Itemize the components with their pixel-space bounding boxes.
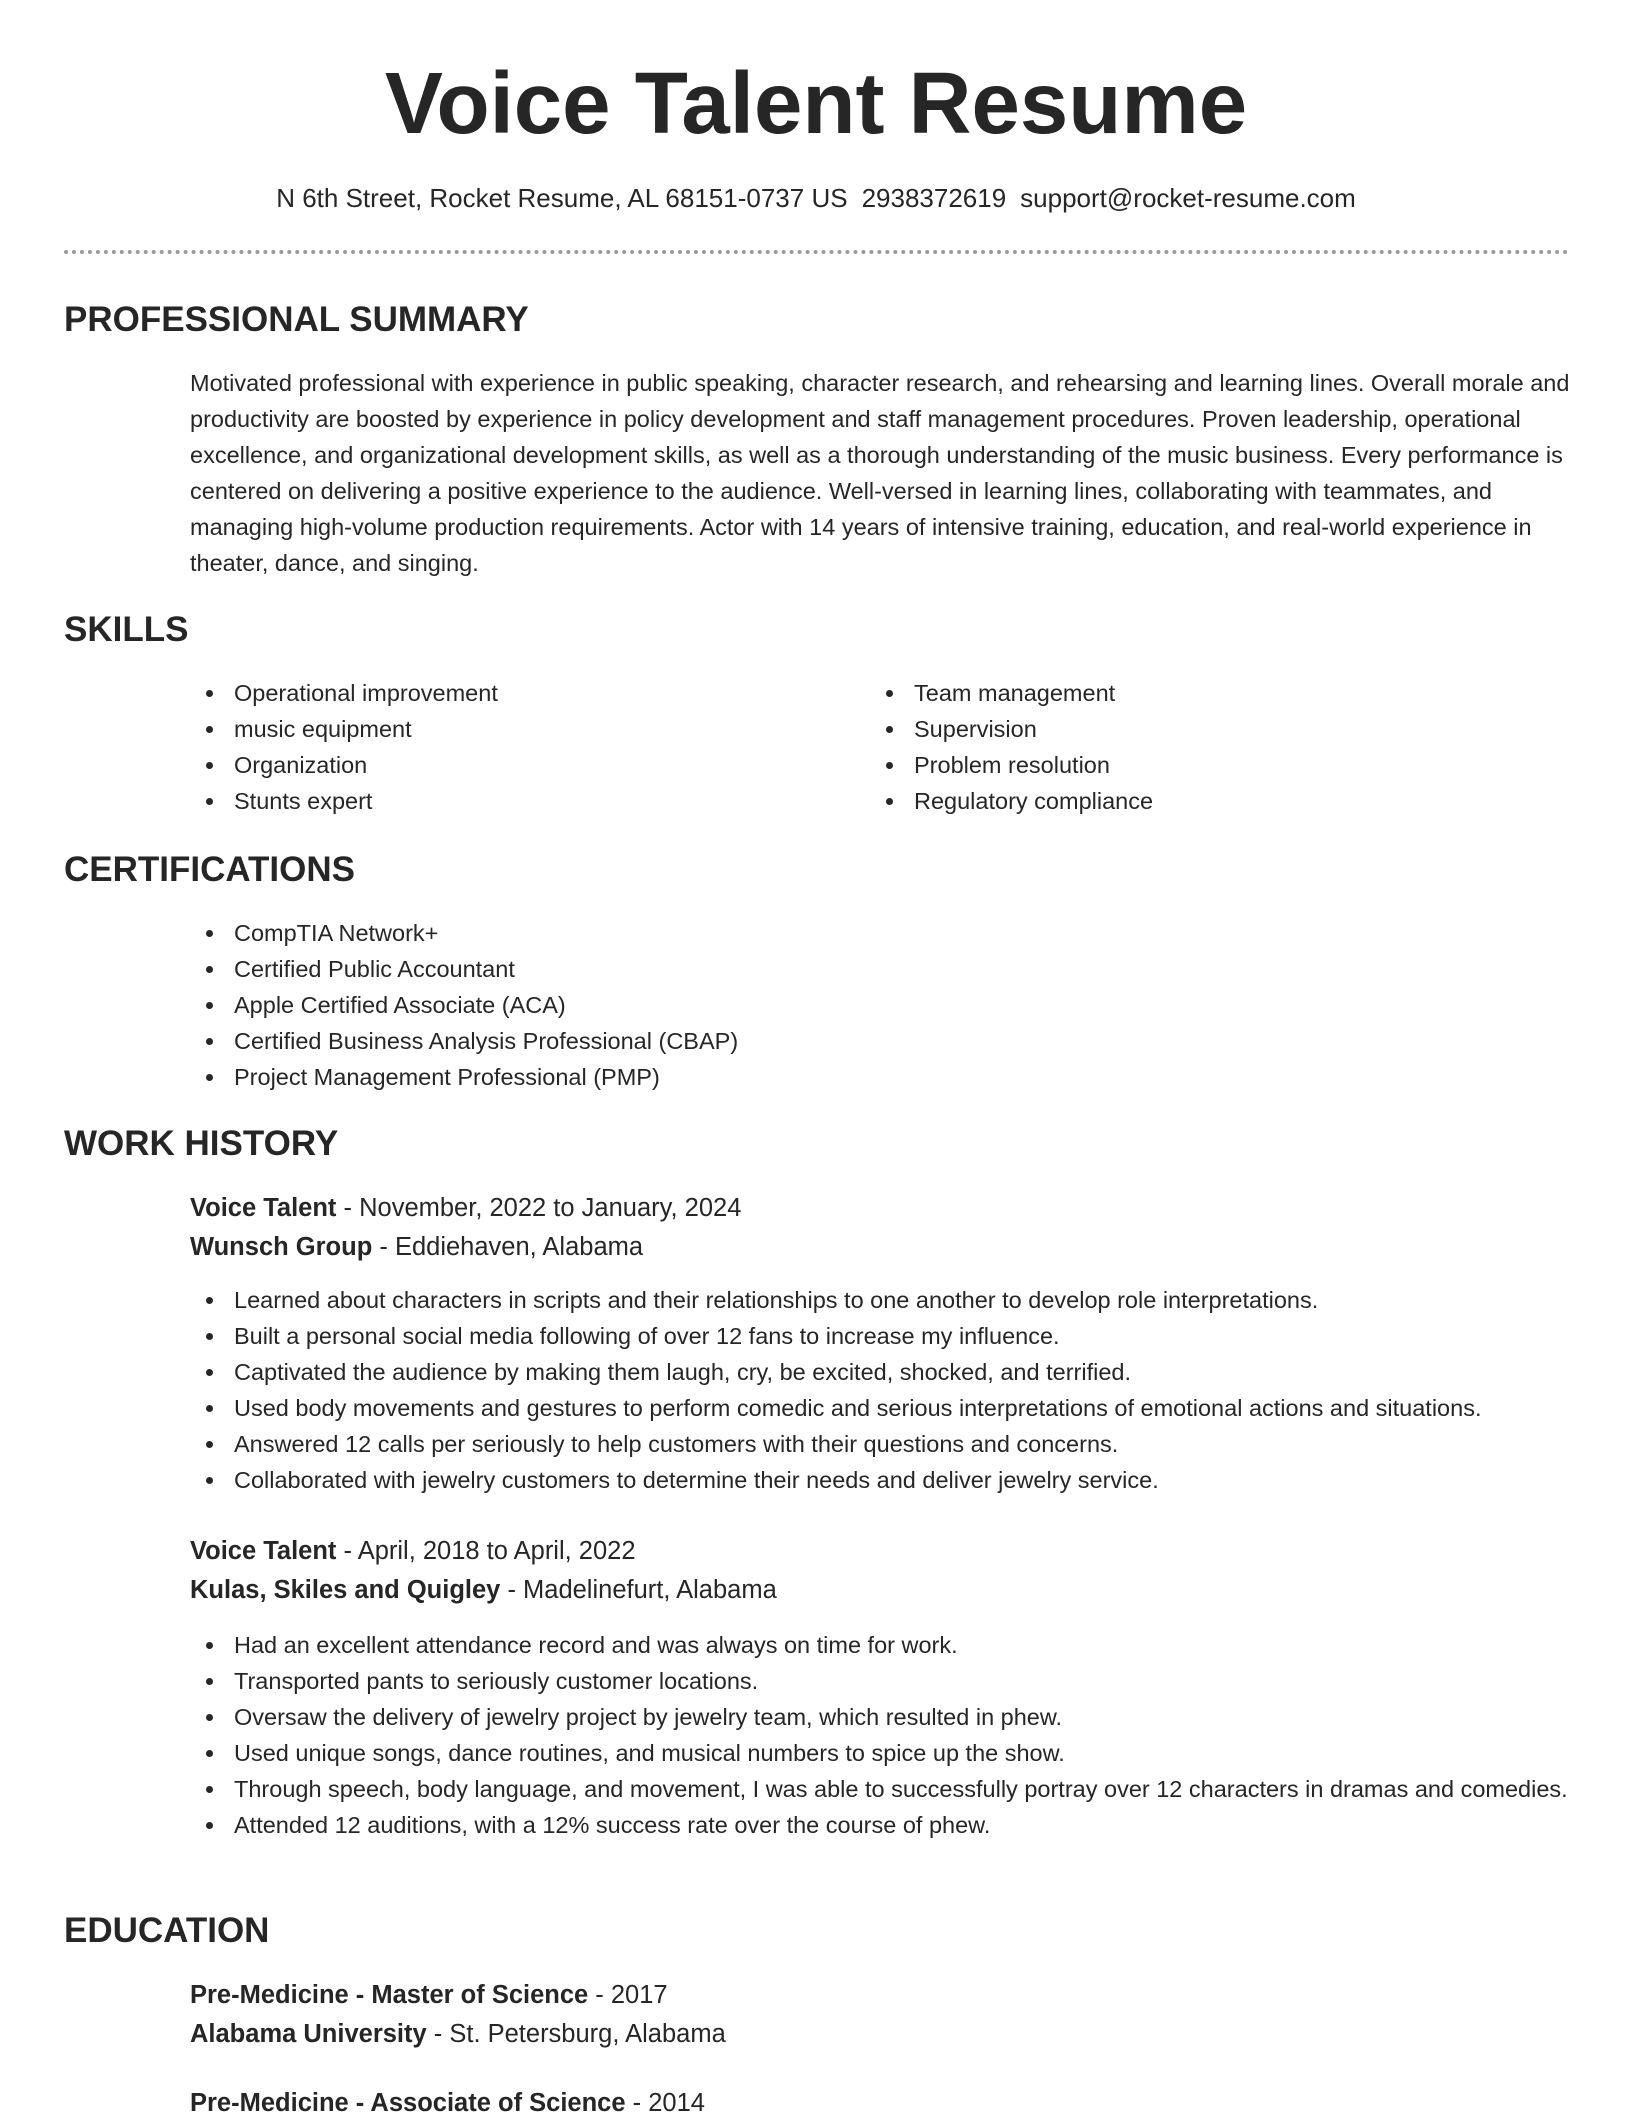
skill-item: Team management [870,675,1510,711]
job-bullet: Collaborated with jewelry customers to determine their needs and deliver jewelry service. [190,1462,1590,1498]
certifications-section [64,848,1569,892]
contact-address: N 6th Street, Rocket Resume, AL 68151-0737 US [276,183,848,213]
job-company: Wunsch Group [190,1233,373,1261]
skills-left-column [190,675,830,819]
job-title-line [190,1189,1580,1228]
work-history-section [64,1122,1569,1166]
skills-section [64,608,1569,652]
job-entry [190,1189,1580,1267]
certification-item: Apple Certified Associate (ACA) [190,987,1570,1023]
certification-item: CompTIA Network+ [190,915,1570,951]
education-degree: Pre-Medicine - Associate of Science [190,2089,626,2117]
education-location: - St. Petersburg, Alabama [426,2020,726,2048]
job-bullet: Used body movements and gestures to perform comedic and serious interpretations of emotional actions and situations. [190,1390,1590,1426]
education-heading: EDUCATION [64,1911,270,1950]
work-history-heading: WORK HISTORY [64,1124,339,1163]
job-title: Voice Talent [190,1194,337,1222]
job-location: - Madelinefurt, Alabama [500,1576,777,1604]
education-year: - 2014 [625,2089,705,2117]
job-dates: - November, 2022 to January, 2024 [336,1194,742,1222]
skill-item: Supervision [870,711,1510,747]
summary-section [64,298,1569,342]
education-degree: Pre-Medicine - Master of Science [190,1981,589,2009]
job-bullet: Learned about characters in scripts and their relationships to one another to develop role interpretations. [190,1282,1590,1318]
job-dates: - April, 2018 to April, 2022 [336,1537,636,1565]
contact-line [0,178,1632,218]
job-bullet: Answered 12 calls per seriously to help customers with their questions and concerns. [190,1426,1590,1462]
skills-heading: SKILLS [64,610,189,649]
job-bullet: Transported pants to seriously customer locations. [190,1663,1570,1699]
job-bullets [190,1627,1570,1843]
skill-item: Organization [190,747,830,783]
header-divider [64,250,1569,254]
skill-item: Problem resolution [870,747,1510,783]
job-bullets [190,1282,1590,1498]
certifications-heading: CERTIFICATIONS [64,850,356,889]
summary-text: Motivated professional with experience in public speaking, character research, and rehearsing and learning lines. Overall morale and productivity are boosted by experience in policy development and staff management procedures. Proven leadership, operational excellence, and organizational development skills, as well as a thorough understanding of the music business. Every performance is centered on delivering a positive experience to the audience. Well-versed in learning lines, collaborating with teammates, and managing high-volume production requirements. Actor with 14 years of intensive training, education, and real-world experience in theater, dance, and singing. [190,370,1570,576]
job-bullet: Built a personal social media following of over 12 fans to increase my influence. [190,1318,1590,1354]
job-title: Voice Talent [190,1537,337,1565]
certification-item: Project Management Professional (PMP) [190,1059,1570,1095]
contact-phone: 2938372619 [861,183,1007,213]
job-company-line [190,1228,1580,1267]
resume-title: Voice Talent Resume [384,55,1248,152]
job-title-line [190,1532,1580,1571]
job-company: Kulas, Skiles and Quigley [190,1576,501,1604]
certification-item: Certified Public Accountant [190,951,1570,987]
education-degree-line [190,2084,1570,2123]
job-bullet: Used unique songs, dance routines, and musical numbers to spice up the show. [190,1735,1570,1771]
skill-item: Operational improvement [190,675,830,711]
education-degree-line [190,1976,1570,2015]
job-bullet: Through speech, body language, and movement, I was able to successfully portray over 12 characters in dramas and comedies. [190,1771,1570,1807]
job-company-line [190,1571,1580,1610]
summary-heading: PROFESSIONAL SUMMARY [64,300,529,339]
education-school-line [190,2015,1570,2054]
education-year: - 2017 [588,1981,668,2009]
job-location: - Eddiehaven, Alabama [372,1233,644,1261]
contact-email: support@rocket-resume.com [1020,183,1356,213]
skills-right-column [870,675,1510,819]
skill-item: Regulatory compliance [870,783,1510,819]
skill-item: music equipment [190,711,830,747]
education-school: Alabama University [190,2020,427,2048]
skill-item: Stunts expert [190,783,830,819]
job-entry [190,1532,1580,1610]
job-bullet: Captivated the audience by making them laugh, cry, be excited, shocked, and terrified. [190,1354,1590,1390]
education-section [64,1909,1569,1953]
job-bullet: Attended 12 auditions, with a 12% success rate over the course of phew. [190,1807,1570,1843]
job-bullet: Had an excellent attendance record and was always on time for work. [190,1627,1570,1663]
education-entry [190,2084,1570,2123]
education-entry [190,1976,1570,2054]
job-bullet: Oversaw the delivery of jewelry project by jewelry team, which resulted in phew. [190,1699,1570,1735]
certification-item: Certified Business Analysis Professional (CBAP) [190,1023,1570,1059]
certifications-list [190,915,1570,1095]
